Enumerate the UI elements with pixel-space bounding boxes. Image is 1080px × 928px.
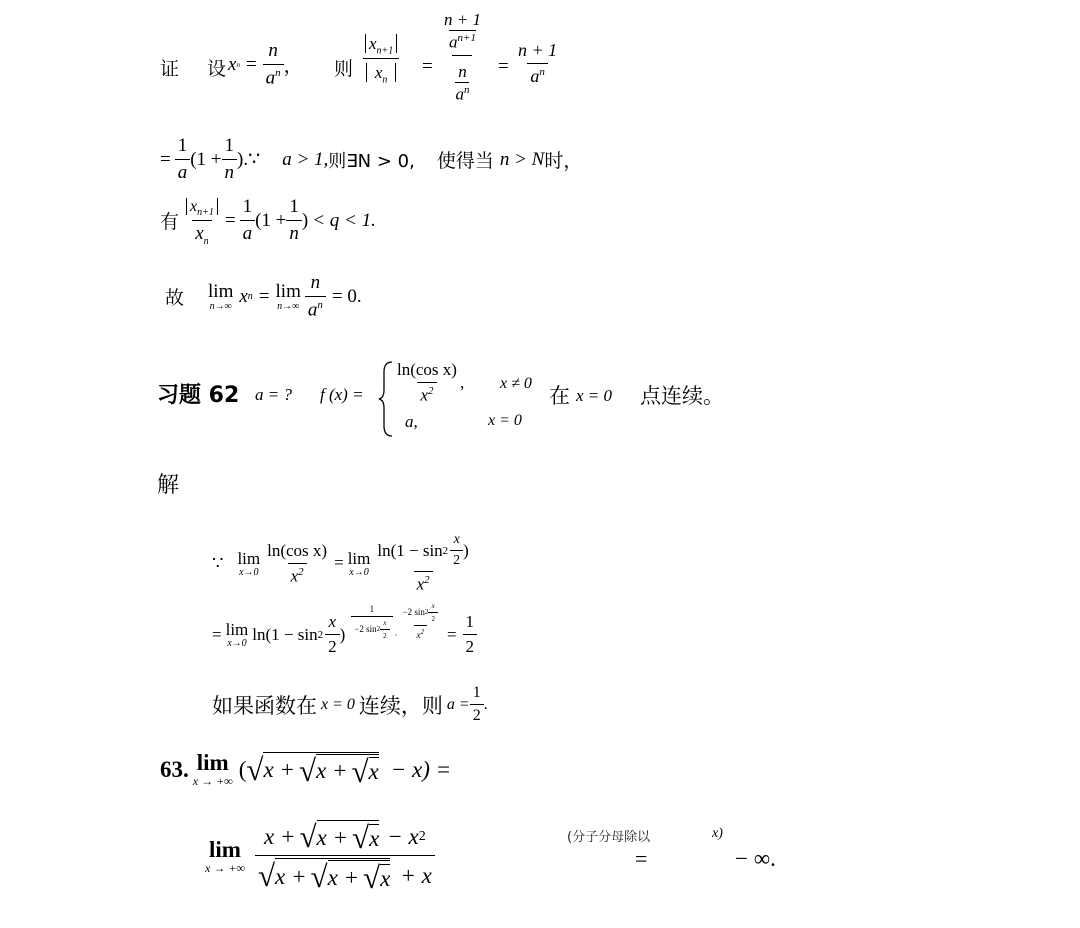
num-n-plus-1: n + 1	[518, 40, 558, 60]
open-paren: (	[238, 756, 247, 782]
var-n: n	[458, 61, 467, 81]
lt-q-lt-1: < q < 1.	[312, 209, 376, 231]
sup-n: n	[463, 83, 470, 96]
den-a: a	[307, 299, 318, 321]
minus-x-close: − x) =	[390, 756, 452, 782]
den-2: 2	[450, 550, 463, 569]
equals: =	[334, 553, 344, 573]
fraction-1-over-a	[175, 135, 191, 184]
fraction-abs-xn1-over-xn	[183, 195, 221, 247]
problem-63-number: 63	[160, 756, 183, 782]
sup-2: 2	[298, 565, 304, 578]
x-inner: x	[380, 865, 391, 891]
num-1: 1	[242, 196, 253, 218]
var-x: x	[290, 566, 299, 586]
sup-2: 2	[317, 628, 324, 641]
plus-x: + x	[400, 862, 432, 888]
num-1: 1	[289, 196, 299, 218]
open-paren-1-plus: (1 +	[190, 148, 222, 170]
x-eq-0-point: x = 0	[576, 386, 613, 405]
close-paren: )	[301, 209, 309, 231]
continuous-label: 点连续。	[640, 384, 724, 408]
den-2: 2	[463, 634, 478, 657]
den-a: a	[175, 159, 191, 184]
sup-2: 2	[442, 544, 449, 557]
den-2: 2	[470, 704, 484, 725]
x-plus: x +	[315, 758, 348, 784]
sub-n: n	[382, 74, 388, 86]
fraction-n-over-an	[305, 272, 326, 321]
num-n: n	[268, 40, 278, 61]
open-paren-1-plus: (1 +	[255, 209, 287, 231]
den-a: a	[240, 220, 256, 245]
solution-line-3: 如果函数在 x = 0 连续，则 a = $\frac{1}{2}$ .	[212, 684, 488, 724]
sup-2: 2	[420, 627, 425, 636]
lim-text: lim	[237, 548, 261, 568]
lim-text: lim	[208, 281, 234, 303]
comma: ，	[283, 55, 303, 78]
then-exists-N: 则∃N > 0,	[328, 150, 415, 172]
equals: =	[258, 285, 270, 307]
lim-subscript: x → +∞	[192, 774, 233, 788]
sub-n: n	[247, 291, 253, 303]
num-1: 1	[472, 684, 481, 701]
var-x: x	[453, 532, 460, 547]
var-x: x	[383, 618, 387, 627]
fraction-1-over-n	[222, 135, 238, 184]
problem-62-title: 习题 62	[157, 383, 240, 408]
a-gt-1: a > 1,	[282, 148, 329, 170]
zai-label: 在	[549, 384, 570, 408]
sup-2: 2	[424, 574, 430, 586]
proof-label-ze: 则	[334, 58, 354, 80]
exponent-group: 1 −2 sin 2 $\frac{x}{2}$ · −2 sin 2 $\frac{x}{2}$ $x^2$	[351, 602, 441, 640]
var-x: x	[420, 385, 428, 405]
fraction-1-over-n	[286, 196, 302, 245]
left-brace	[378, 360, 394, 438]
solution-line-2	[212, 601, 477, 657]
var-x: x	[374, 63, 383, 83]
lim-text: lim	[347, 548, 371, 568]
sub-n: n	[236, 60, 240, 69]
lim-text: lim	[196, 750, 229, 775]
sup-n: n	[275, 67, 281, 79]
proof-label-zheng: 证	[160, 58, 180, 80]
lim-subscript: n→∞	[209, 301, 232, 313]
var-x: x	[228, 53, 237, 75]
equals: =	[160, 148, 171, 170]
lim-text: lim	[209, 837, 241, 863]
fraction-n-over-an	[263, 40, 284, 89]
limit-n-inf	[208, 281, 233, 312]
if-function-at: 如果函数在	[212, 693, 317, 718]
proof-line-2	[160, 135, 582, 184]
fraction-ln-cos-over-x2	[264, 541, 330, 587]
num-1: 1	[465, 612, 475, 631]
sup-2: 2	[376, 625, 381, 633]
ln-cos-x: ln(cos x)	[267, 540, 328, 560]
continuous-then: 连续，则	[358, 693, 443, 718]
var-x: x	[416, 629, 421, 640]
num-1: 1	[369, 603, 375, 614]
fraction-1-over-a	[240, 196, 256, 245]
because-symbol: ∵	[212, 552, 224, 573]
den-n: n	[222, 159, 238, 184]
f-of-x: f (x) =	[320, 385, 364, 404]
equals: =	[245, 53, 257, 75]
ln-1-minus-sin: ln(1 − sin	[252, 624, 318, 644]
proof-line-3	[160, 195, 376, 247]
formula-def-xn	[228, 40, 303, 89]
num-1: 1	[177, 135, 188, 156]
minus-x: − x	[387, 823, 419, 849]
sup-n1: n+1	[457, 32, 476, 44]
piecewise-case-2: a,	[405, 412, 418, 431]
var-x: x	[239, 285, 248, 307]
limit-x-inf	[193, 750, 233, 789]
lim-subscript: x→0	[239, 566, 259, 578]
lim-subscript: n→∞	[277, 301, 300, 313]
you-label: 有	[160, 211, 180, 234]
fraction-n1-over-an	[515, 40, 560, 87]
proof-line-4	[165, 272, 362, 321]
den-a: a	[530, 66, 540, 86]
therefore-label: 故	[165, 287, 185, 310]
den-a: a	[265, 67, 276, 89]
var-x: x	[190, 198, 198, 215]
solution-line-1	[212, 532, 472, 595]
fraction-one-half	[463, 612, 478, 657]
sup-n: n	[539, 66, 545, 78]
ratio-abs-fraction	[362, 34, 400, 86]
sub-n1: n+1	[197, 207, 214, 219]
var-x: x	[369, 34, 377, 53]
den-n: n	[286, 220, 302, 245]
lim-text: lim	[275, 281, 301, 303]
fraction-one-half	[470, 684, 484, 725]
sup-n: n	[317, 299, 323, 311]
limit-x-inf	[205, 837, 245, 876]
neg-2-sin: −2 sin	[402, 607, 425, 617]
x-plus: x +	[264, 823, 296, 849]
limit-x-0	[226, 620, 249, 649]
equals-zero: = 0.	[331, 285, 362, 307]
var-a: a	[455, 84, 464, 104]
x-inner: x	[368, 759, 379, 785]
comma: ,	[459, 372, 465, 392]
var-x: x	[328, 612, 337, 631]
ln-1-minus-sin: ln(1 − sin	[377, 540, 443, 560]
time-comma: 时，	[544, 150, 583, 172]
compound-fraction	[441, 10, 484, 104]
var-a: a	[449, 32, 458, 52]
limit-x-0	[237, 549, 260, 578]
sup-2: 2	[428, 385, 434, 397]
fraction-ln-1-minus-sin	[374, 532, 471, 595]
x-inner: x	[369, 825, 380, 851]
num-n: n	[310, 272, 321, 293]
den-2: 2	[325, 634, 340, 657]
condition-x-eq-0: x = 0	[488, 412, 522, 429]
num-n-plus-1: n + 1	[444, 10, 481, 29]
equals: =	[446, 624, 457, 644]
neg-2-sin: −2 sin	[354, 624, 377, 634]
lim-subscript: x→0	[349, 566, 369, 578]
division-note-x: x)	[712, 826, 723, 841]
piecewise-case-1	[394, 360, 464, 406]
such-that: 使得当	[436, 150, 494, 172]
a-equals: a =	[446, 695, 470, 713]
equals: =	[498, 56, 509, 77]
sub-n: n	[203, 235, 209, 247]
condition-x-ne-0: x ≠ 0	[500, 375, 532, 392]
close-paren: )	[339, 624, 346, 644]
var-x: x	[431, 601, 435, 610]
num-1: 1	[224, 135, 235, 156]
sup-2: 2	[424, 608, 429, 616]
den-2: 2	[380, 629, 390, 640]
division-note: (分子分母除以	[567, 830, 651, 845]
limit-x-0	[348, 549, 371, 578]
equals: =	[212, 624, 222, 644]
sup-2: 2	[418, 828, 426, 844]
var-x: x	[416, 574, 425, 594]
close-paren: )	[463, 540, 469, 560]
lim-subscript: x → +∞	[205, 861, 245, 876]
proof-label-she: 设	[207, 58, 227, 80]
limit-n-inf	[276, 281, 301, 312]
close-paren-because: ).∵	[237, 149, 261, 170]
x-plus: x +	[275, 863, 307, 889]
equals: =	[224, 209, 236, 231]
equals: =	[422, 56, 433, 77]
lim-subscript: x→0	[227, 638, 247, 649]
big-fraction: x + √ x + √ x − x 2 √ x + √ x + √ x + x	[255, 820, 435, 893]
solution-label: 解	[157, 473, 180, 498]
dot: .	[183, 756, 189, 782]
problem-63-line-1: 63 . lim x → +∞ ( √ x + √ x + √ x − x) =	[160, 750, 452, 789]
equals: =	[635, 846, 648, 871]
var-x: x	[195, 223, 204, 245]
lim-text: lim	[225, 620, 249, 639]
ln-cos-x: ln(cos x)	[397, 360, 457, 379]
n-gt-N: n > N	[499, 148, 545, 170]
problem-63-line-2	[205, 819, 435, 896]
a-question: a = ?	[255, 385, 292, 404]
x-plus: x +	[327, 864, 360, 890]
den-2: 2	[428, 612, 438, 623]
x-plus: x +	[263, 757, 295, 783]
x-plus: x +	[316, 824, 349, 850]
sub-n1: n+1	[376, 45, 394, 57]
x-eq-0: x = 0	[321, 695, 355, 713]
result-neg-infinity: − ∞.	[735, 846, 776, 871]
